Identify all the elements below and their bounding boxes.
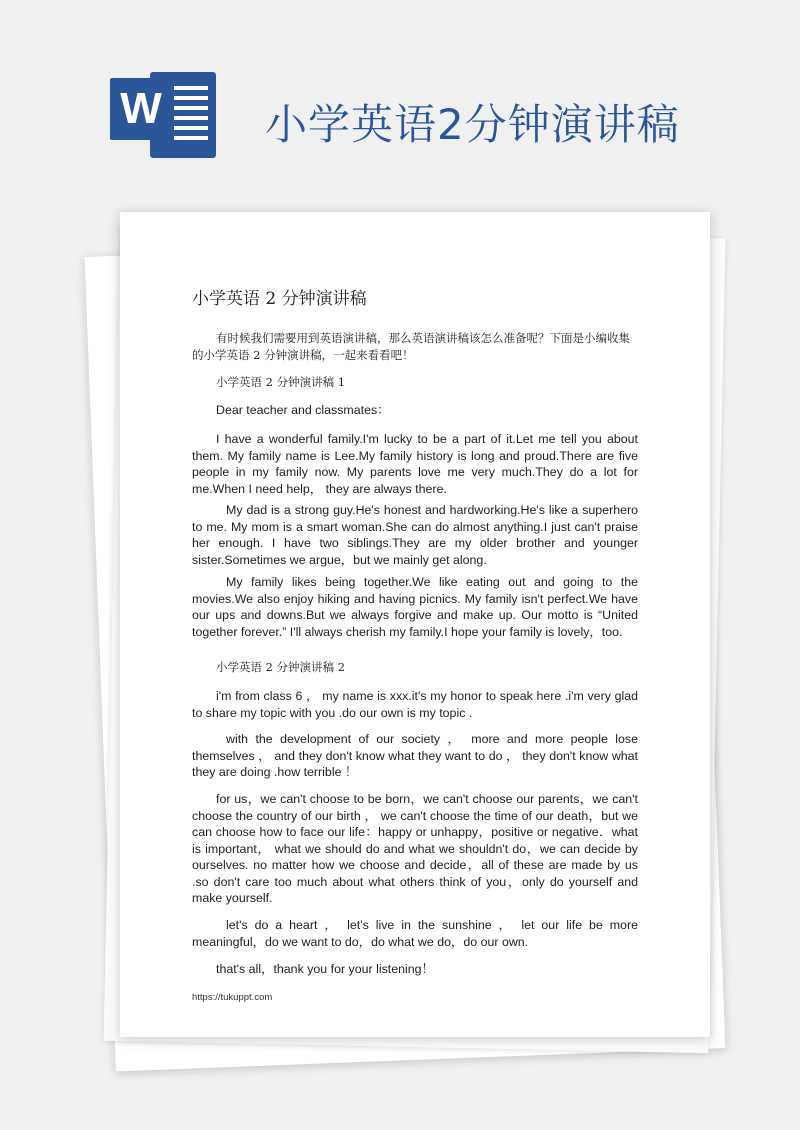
word-icon xyxy=(110,72,220,164)
paragraph-3: My family likes being together.We like eating out and going to the movies.We also enjoy hiking and having picnics. My family isn't perfect.We have our ups and downs.But we always forgive and make up. Our motto is “United together forever.” I'll always cherish my family.I hope your family is lovely，too. xyxy=(192,575,638,639)
paragraph-8: that's all，thank you for your listening！ xyxy=(216,962,434,976)
document-heading: 小学英语 2 分钟演讲稿 xyxy=(192,289,367,309)
paragraph-4: i'm from class 6 ， my name is xxx.it's my honor to speak here .i'm very glad to share my topic with you .do our own is my topic . xyxy=(192,689,638,720)
paragraph-6: for us，we can't choose to be born，we can't choose our parents，we can't choose the country of our birth ， we can't choose the time of our death，but we can choose how to face our life：happy or unhappy，positive or negative．what is important， what we should do and what we shouldn't do，we can decide by ourselves. no matter how we choose and decide，all of these are made by us .so don't care too much about what others think of you，only do yourself and make yourself. xyxy=(192,792,638,905)
word-logo-letter: W xyxy=(110,78,172,140)
document-page xyxy=(120,212,710,1037)
speech2-title: 小学英语 2 分钟演讲稿 2 xyxy=(216,660,346,674)
banner-title: 小学英语2分钟演讲稿 xyxy=(265,100,680,149)
paragraph-1: I have a wonderful family.I'm lucky to be a part of it.Let me tell you about them. My family name is Lee.My family history is long and proud.There are five people in my family now. My parents love me very much.They do a lot for me.When I need help， they are always there. xyxy=(192,432,638,496)
banner xyxy=(0,0,800,190)
paragraph-5: with the development of our society ， more and more people lose themselves ， and they don't know what they want to do ， they don't know what they are doing .how terrible ！ xyxy=(192,732,638,779)
speech1-title: 小学英语 2 分钟演讲稿 1 xyxy=(216,375,346,389)
source-url: https://tukuppt.com xyxy=(192,992,273,1003)
paragraph-7: let's do a heart ， let's live in the sunshine ， let our life be more meaningful，do we want to do，do what we do，do our own. xyxy=(192,918,638,949)
paragraph-2: My dad is a strong guy.He's honest and hardworking.He's like a superhero to me. My mom is a smart woman.She can do almost anything.I just can't praise her enough. I have two siblings.They are my older brother and younger sister.Sometimes we argue，but we mainly get along. xyxy=(192,503,638,567)
salutation: Dear teacher and classmates： xyxy=(216,403,390,417)
intro-paragraph: 有时候我们需要用到英语演讲稿，那么英语演讲稿该怎么准备呢？下面是小编收集的小学英语 2 分钟演讲稿，一起来看看吧！ xyxy=(192,331,630,362)
